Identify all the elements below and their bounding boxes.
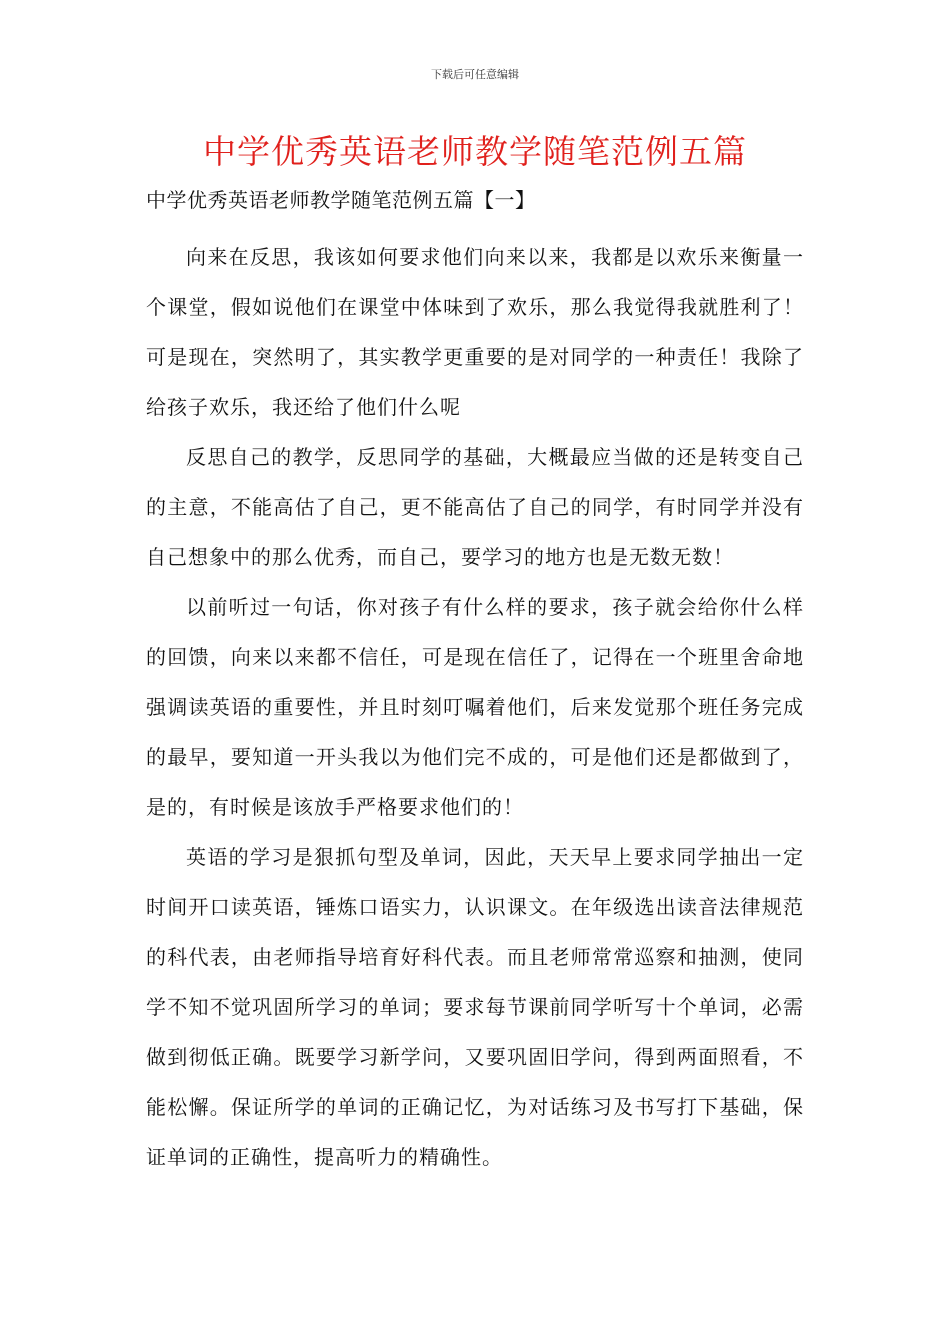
header-note: 下载后可任意编辑 (431, 68, 519, 81)
paragraph: 以前听过一句话，你对孩子有什么样的要求，孩子就会给你什么样的回馈，向来以来都不信任，可是现在信任了，记得在一个班里舍命地强调读英语的重要性，并且时刻叮嘱着他们，后来发觉那个班任务完成的最早，要知道一开头我以为他们完不成的，可是他们还是都做到了，是的，有时候是该放手严格要求他们的！ (146, 595, 804, 819)
paragraph: 反思自己的教学，反思同学的基础，大概最应当做的还是转变自己的主意，不能高估了自己，更不能高估了自己的同学，有时同学并没有自己想象中的那么优秀，而自己，要学习的地方也是无数无数！ (146, 445, 804, 569)
paragraph: 英语的学习是狠抓句型及单词，因此，天天早上要求同学抽出一定时间开口读英语，锤炼口语实力，认识课文。在年级选出读音法律规范的科代表，由老师指导培育好科代表。而且老师常常巡察和抽测，使同学不知不觉巩固所学习的单词；要求每节课前同学听写十个单词，必需做到彻低正确。既要学习新学问，又要巩固旧学问，得到两面照看，不能松懈。保证所学的单词的正确记忆，为对话练习及书写打下基础，保证单词的正确性，提高听力的精确性。 (146, 845, 804, 1169)
paragraph: 向来在反思，我该如何要求他们向来以来，我都是以欢乐来衡量一个课堂，假如说他们在课堂中体味到了欢乐，那么我觉得我就胜利了！可是现在，突然明了，其实教学更重要的是对同学的一种责任！我除了给孩子欢乐，我还给了他们什么呢 (146, 245, 804, 419)
document-title: 中学优秀英语老师教学随笔范例五篇 (203, 132, 747, 171)
section-heading: 中学优秀英语老师教学随笔范例五篇【一】 (146, 188, 536, 212)
document-body (146, 232, 804, 1182)
